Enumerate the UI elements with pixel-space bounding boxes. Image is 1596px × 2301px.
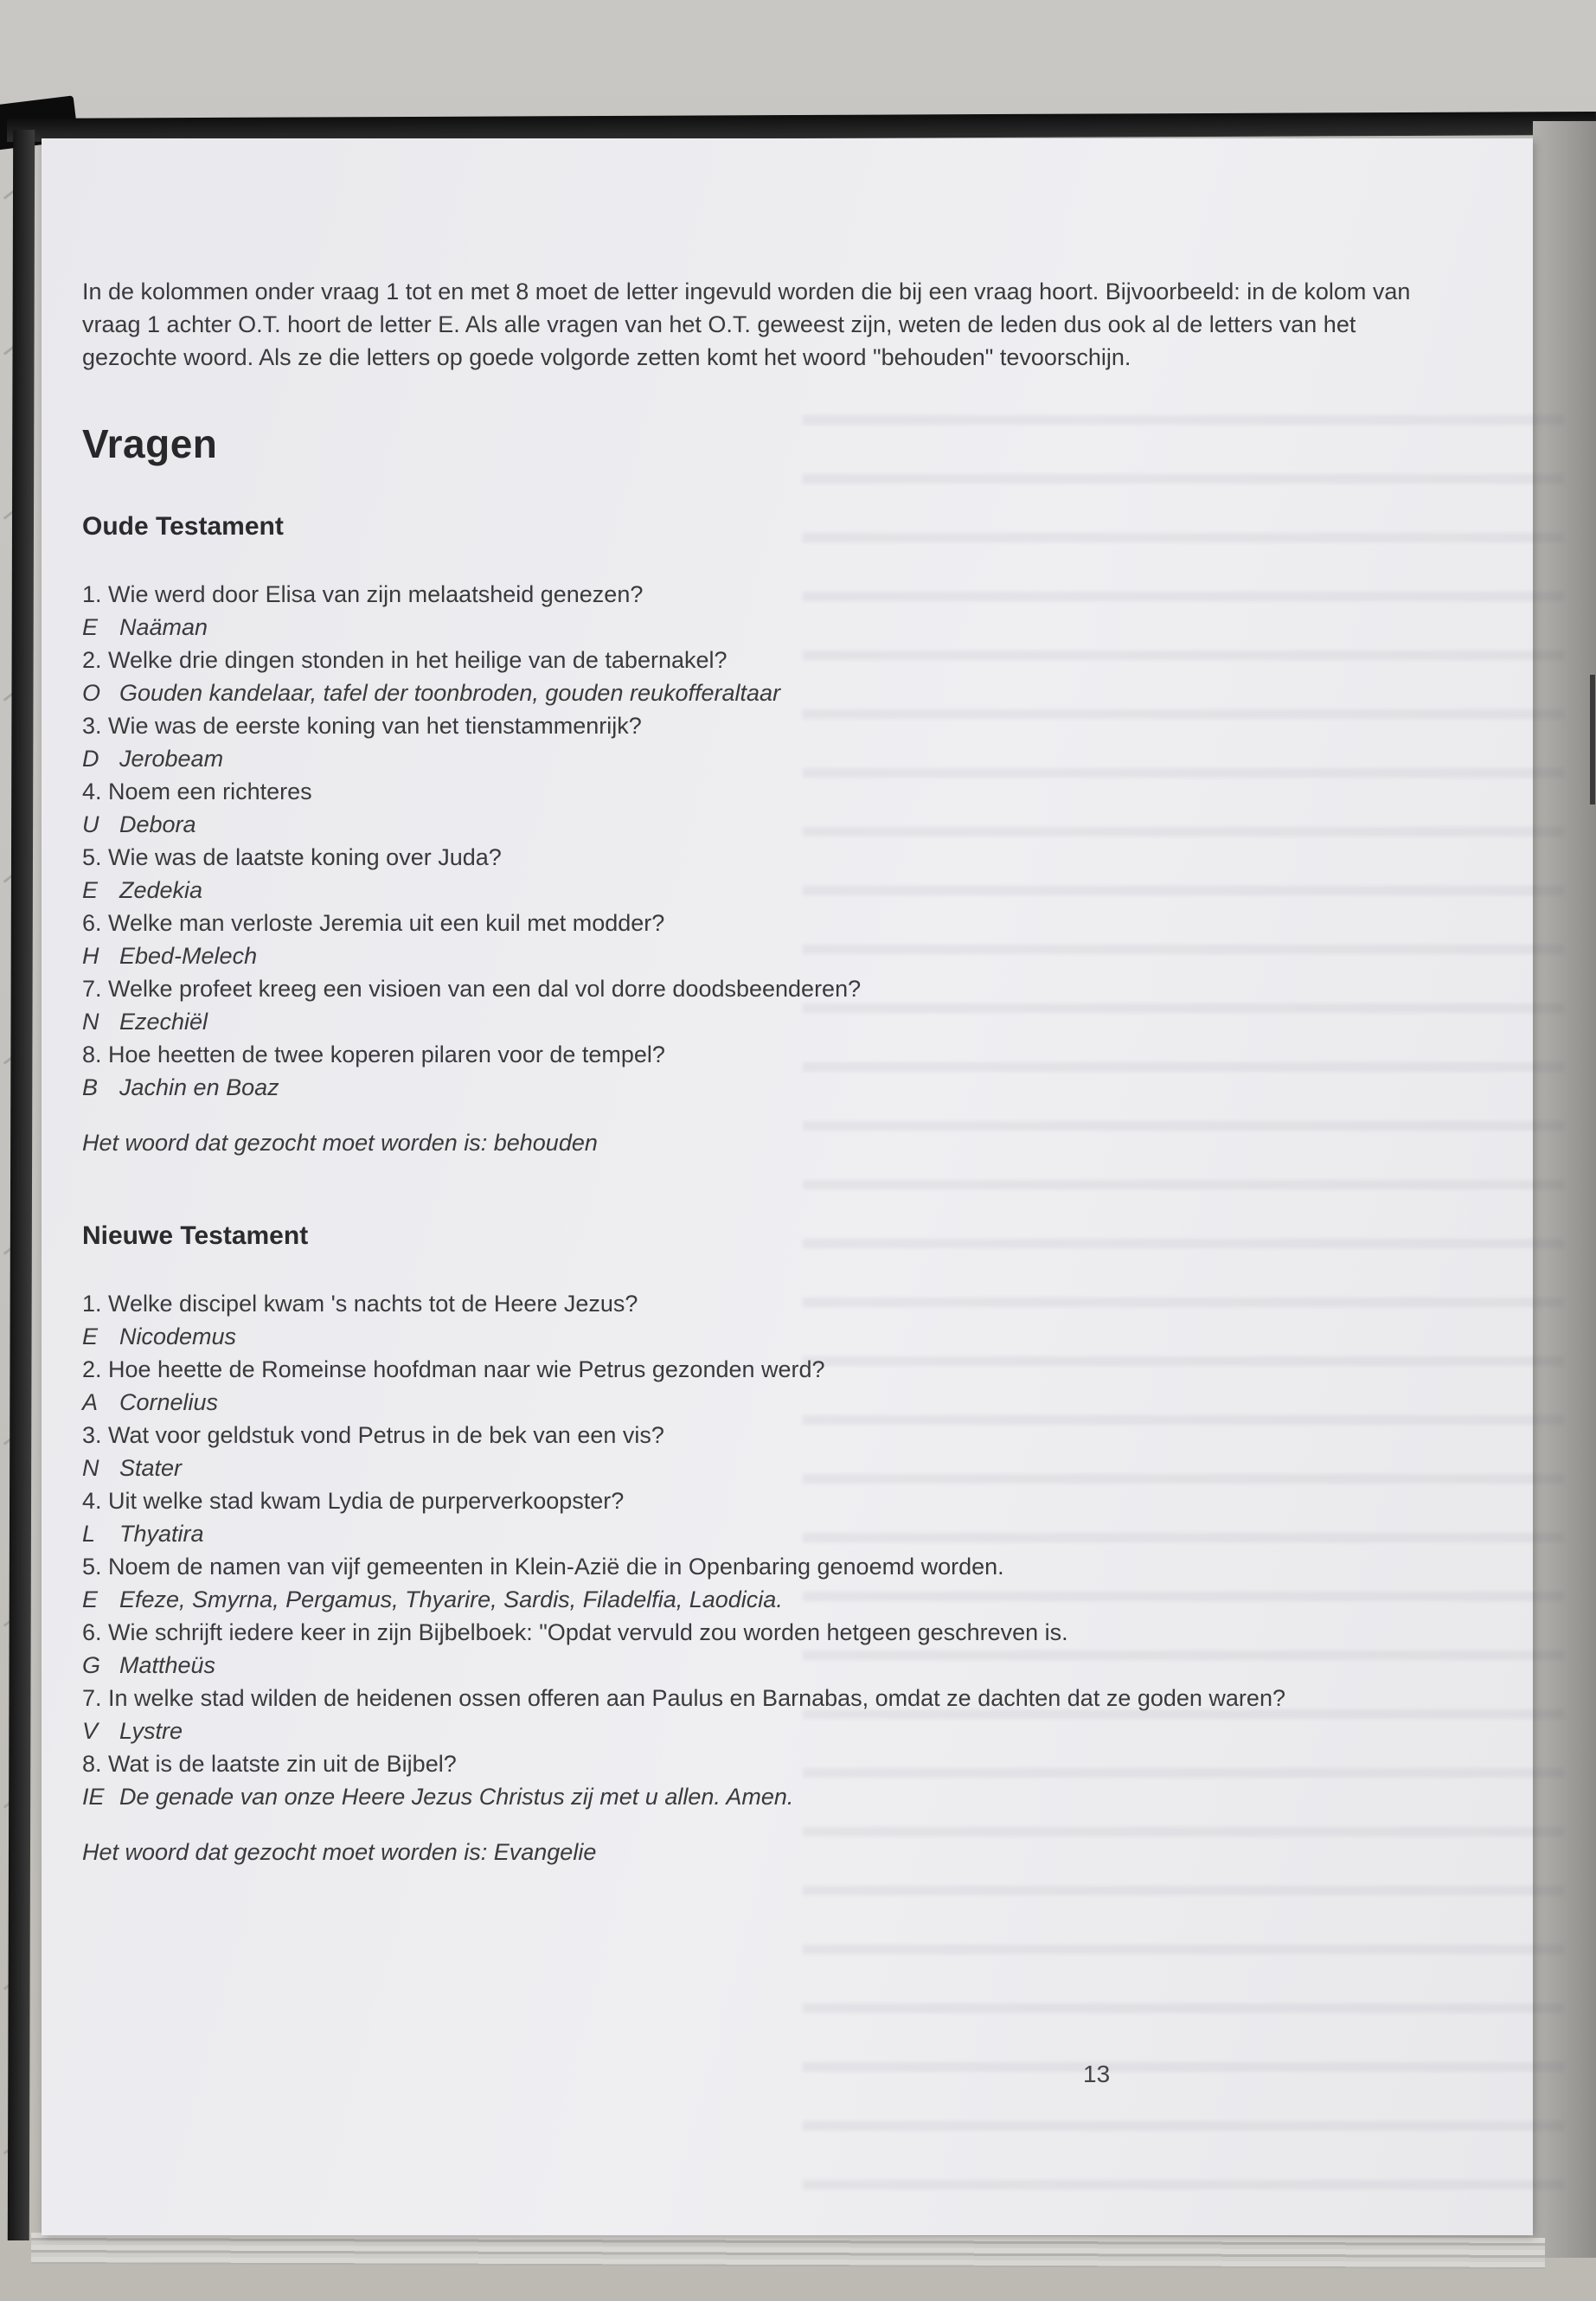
- page-stack-bottom: [31, 2233, 1545, 2269]
- question: 3. Wat voor geldstuk vond Petrus in de bek van een vis?: [82, 1422, 664, 1448]
- answer-letter: D: [82, 746, 99, 772]
- question: 3. Wie was de eerste koning van het tienstammenrijk?: [82, 713, 642, 739]
- answer: [82, 1517, 1445, 1550]
- answer-text: Cornelius: [119, 1389, 219, 1415]
- answer-letter: O: [82, 680, 101, 706]
- answer-text: Ezechiël: [119, 1009, 208, 1035]
- answer-letter: E: [82, 1324, 99, 1349]
- answer-text: Zedekia: [119, 877, 203, 903]
- question: 5. Wie was de laatste koning over Juda?: [82, 844, 502, 870]
- answer: [82, 1780, 1445, 1813]
- answer: [82, 1583, 1445, 1616]
- section-heading-ot: Oude Testament: [82, 512, 284, 541]
- answer: [82, 939, 1445, 972]
- answer-text: Lystre: [119, 1718, 183, 1744]
- section-heading-nt: Nieuwe Testament: [82, 1221, 309, 1250]
- page-edge-mark: [1590, 675, 1595, 804]
- question: 7. Welke profeet kreeg een visioen van een dal vol dorre doodsbeenderen?: [82, 976, 862, 1002]
- answer-text: Mattheüs: [119, 1652, 216, 1678]
- answer: [82, 1649, 1445, 1682]
- answer-letter: N: [82, 1009, 99, 1035]
- answer-text: Debora: [119, 811, 196, 837]
- scan-top-edge: [7, 112, 1596, 142]
- section-oude-testament: [82, 510, 1445, 1159]
- section-nieuwe-testament: [82, 1220, 1445, 1868]
- answer: [82, 1005, 1445, 1038]
- question: 7. In welke stad wilden de heidenen ossen offeren aan Paulus en Barnabas, omdat ze dachten dat ze goden waren?: [82, 1685, 1285, 1711]
- question: 5. Noem de namen van vijf gemeenten in Klein-Azië die in Openbaring genoemd worden.: [82, 1554, 1004, 1580]
- question: 2. Welke drie dingen stonden in het heilige van de tabernakel?: [82, 647, 727, 673]
- answer-text: Efeze, Smyrna, Pergamus, Thyarire, Sardis, Filadelfia, Laodicia.: [119, 1586, 783, 1612]
- question: 2. Hoe heette de Romeinse hoofdman naar wie Petrus gezonden werd?: [82, 1356, 825, 1382]
- section-footer: Het woord dat gezocht moet worden is: behouden: [82, 1130, 598, 1156]
- answer: [82, 808, 1445, 841]
- page-title: Vragen: [82, 421, 218, 466]
- answer: [82, 1320, 1445, 1353]
- answer-text: Stater: [119, 1455, 183, 1481]
- answer-text: Nicodemus: [119, 1324, 237, 1349]
- page-number: 13: [1083, 2061, 1111, 2087]
- intro-paragraph: In de kolommen onder vraag 1 tot en met 8 moet de letter ingevuld worden die bij een vraag hoort. Bijvoorbeeld: in de kolom van vraag 1 achter O.T. hoort de letter E. Als alle vragen van het O.T. geweest zijn, weten de leden dus ook al de letters van het gezochte woord. Als ze die letters op goede volgorde zetten komt het woord "behouden" tevoorschijn.: [82, 279, 1411, 370]
- question: 4. Noem een richteres: [82, 779, 312, 804]
- section-footer: Het woord dat gezocht moet worden is: Evangelie: [82, 1839, 597, 1865]
- question: 1. Wie werd door Elisa van zijn melaatsheid genezen?: [82, 581, 644, 607]
- answer: [82, 676, 1445, 709]
- answer-letter: G: [82, 1652, 101, 1678]
- question: 6. Wie schrijft iedere keer in zijn Bijbelboek: "Opdat vervuld zou worden hetgeen geschreven is.: [82, 1619, 1068, 1645]
- answer: [82, 874, 1445, 907]
- answer-letter: E: [82, 614, 99, 640]
- answer-letter: N: [82, 1455, 99, 1481]
- answer: [82, 1386, 1445, 1419]
- answer-letter: U: [82, 811, 99, 837]
- answer-text: Thyatira: [119, 1521, 204, 1547]
- answer: [82, 611, 1445, 644]
- answer: [82, 1071, 1445, 1104]
- answer: [82, 742, 1445, 775]
- answer-letter: E: [82, 877, 99, 903]
- question: 8. Hoe heetten de twee koperen pilaren voor de tempel?: [82, 1042, 665, 1067]
- answer-letter: H: [82, 943, 99, 969]
- answer-text: Gouden kandelaar, tafel der toonbroden, gouden reukofferaltaar: [119, 680, 781, 706]
- answer-text: De genade van onze Heere Jezus Christus zij met u allen. Amen.: [119, 1784, 794, 1810]
- page-content: [82, 275, 1445, 1868]
- answer-text: Jerobeam: [119, 746, 224, 772]
- answer-text: Naäman: [119, 614, 208, 640]
- question: 4. Uit welke stad kwam Lydia de purperverkoopster?: [82, 1488, 625, 1514]
- answer-text: Ebed-Melech: [119, 943, 258, 969]
- answer-letter: A: [82, 1389, 99, 1415]
- answer: [82, 1715, 1445, 1747]
- question: 8. Wat is de laatste zin uit de Bijbel?: [82, 1751, 457, 1777]
- answer-letter: E: [82, 1586, 99, 1612]
- answer-letter: B: [82, 1074, 99, 1100]
- answer-text: Jachin en Boaz: [119, 1074, 279, 1100]
- answer: [82, 1452, 1445, 1484]
- answer-letter: L: [82, 1521, 96, 1547]
- answer-letter: IE: [82, 1784, 105, 1810]
- question: 6. Welke man verloste Jeremia uit een kuil met modder?: [82, 910, 665, 936]
- question: 1. Welke discipel kwam 's nachts tot de Heere Jezus?: [82, 1291, 638, 1317]
- answer-letter: V: [82, 1718, 99, 1744]
